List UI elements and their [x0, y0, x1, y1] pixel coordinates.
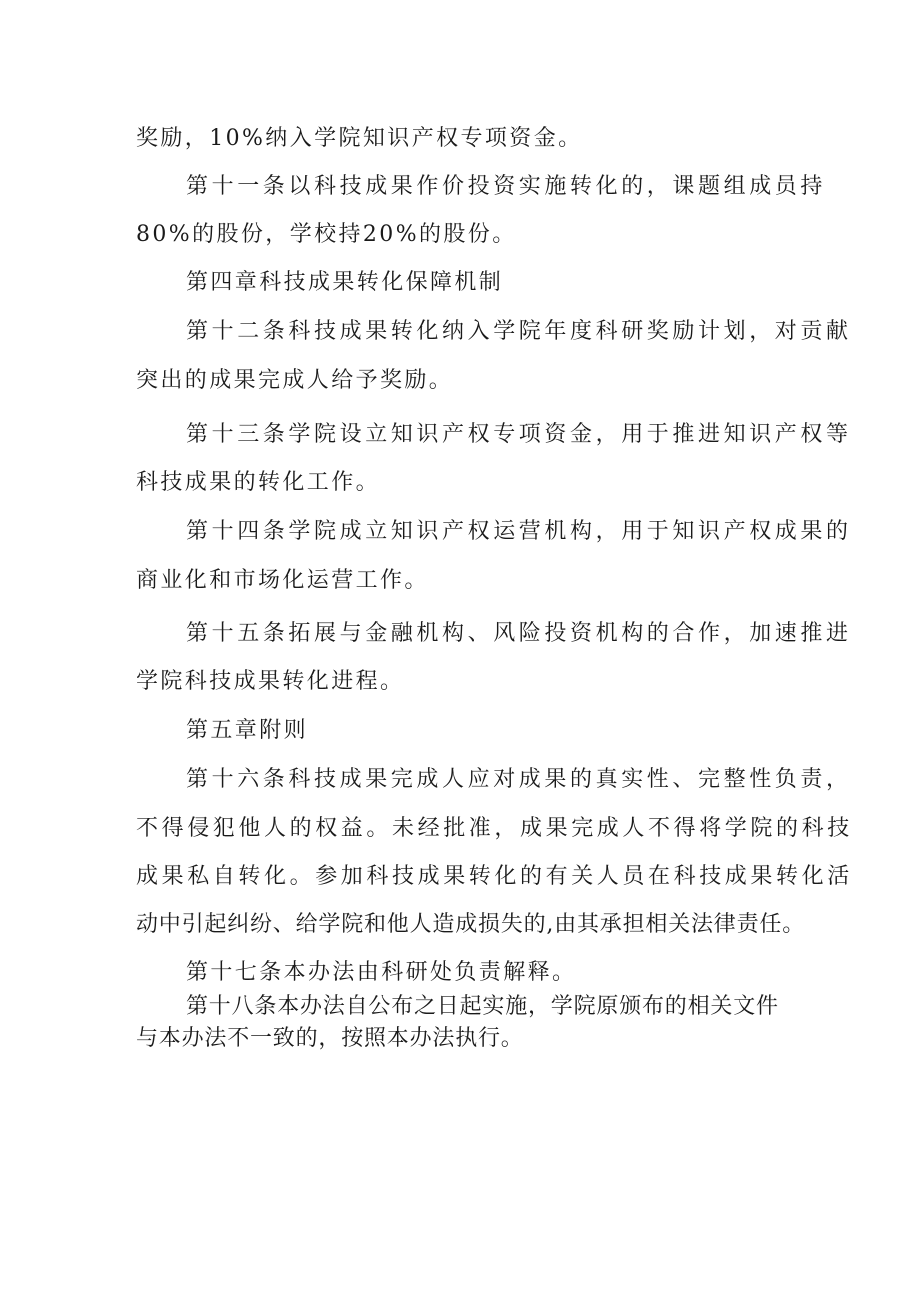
- paragraph-line: 科技成果的转化工作。: [136, 470, 381, 495]
- paragraph-line: 学院科技成果转化进程。: [136, 669, 405, 694]
- paragraph-line: 商业化和市场化运营工作。: [136, 568, 429, 593]
- paragraph-line: 与本办法不一致的，按照本办法执行。: [136, 1026, 524, 1051]
- chapter-heading: 第四章科技成果转化保障机制: [186, 270, 504, 295]
- paragraph-line: 第十四条学院成立知识产权运营机构，用于知识产权成果的: [186, 519, 852, 544]
- paragraph-line: 动中引起纠纷、给学院和他人造成损失的,由其承担相关法律责任。: [136, 912, 805, 937]
- paragraph-line: 第十一条以科技成果作价投资实施转化的，课题组成员持: [186, 174, 827, 199]
- paragraph-line: 第十六条科技成果完成人应对成果的真实性、完整性负责，: [186, 767, 852, 792]
- paragraph-line: 第十五条拓展与金融机构、风险投资机构的合作，加速推进: [186, 621, 852, 646]
- paragraph-line: 奖励，10%纳入学院知识产权专项资金。: [136, 126, 583, 151]
- paragraph-line: 不得侵犯他人的权益。未经批准，成果完成人不得将学院的科技: [136, 816, 853, 841]
- paragraph-line: 第十二条科技成果转化纳入学院年度科研奖励计划，对贡献: [186, 319, 852, 344]
- chapter-heading: 第五章附则: [186, 718, 309, 743]
- paragraph-line: 突出的成果完成人给予奖励。: [136, 368, 454, 393]
- paragraph-line: 80%的股份，学校持20%的股份。: [136, 222, 517, 247]
- paragraph-line: 第十八条本办法自公布之日起实施，学院原颁布的相关文件: [186, 994, 779, 1019]
- paragraph-line: 成果私自转化。参加科技成果转化的有关人员在科技成果转化活: [136, 864, 853, 889]
- paragraph-line: 第十三条学院设立知识产权专项资金，用于推进知识产权等: [186, 422, 852, 447]
- paragraph-line: 第十七条本办法由科研处负责解释。: [186, 960, 577, 985]
